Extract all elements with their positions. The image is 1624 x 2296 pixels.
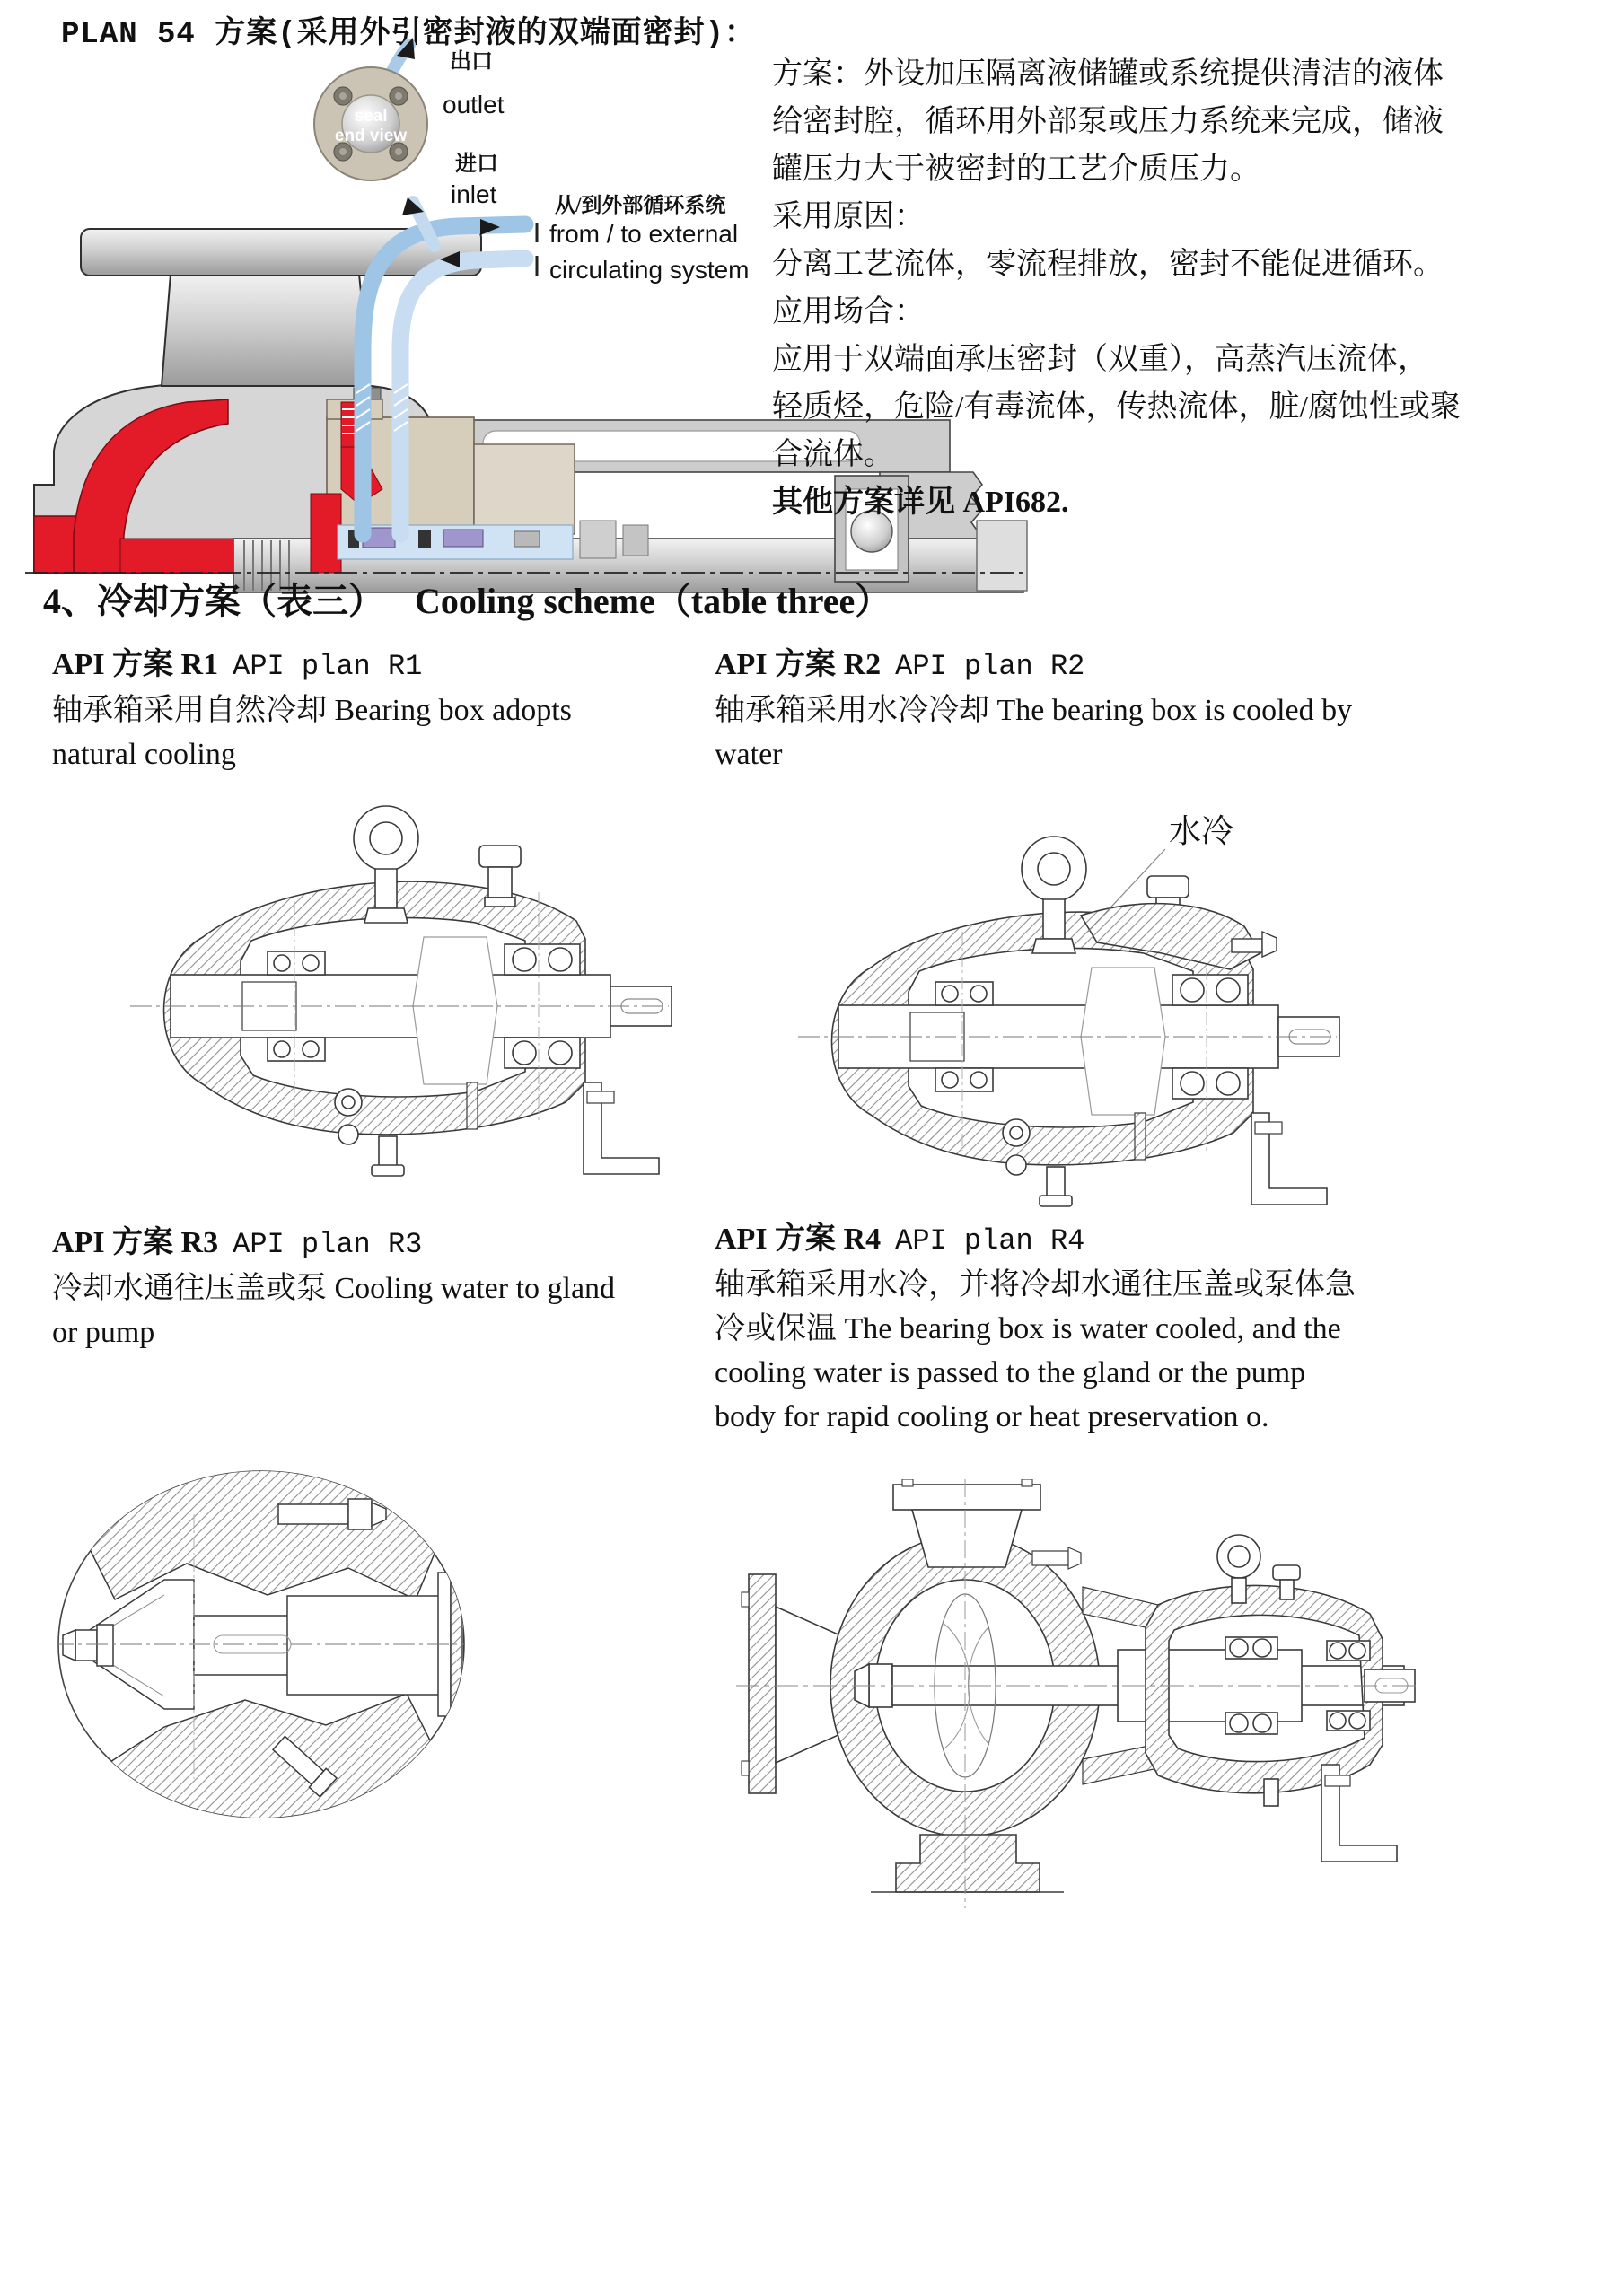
inlet-label-en: inlet bbox=[451, 180, 497, 208]
plan-r4-desc-line: body for rapid cooling or heat preservation o. bbox=[715, 1400, 1269, 1433]
section-heading-zh: 4、冷却方案（表三） bbox=[43, 581, 384, 621]
plan-r1-drawing bbox=[117, 786, 682, 1181]
plan-r3-desc-line: or pump bbox=[52, 1316, 155, 1349]
seal-end-view-label-line1: seal bbox=[354, 107, 388, 126]
plan-r3-desc-line: 冷却水通往压盖或泵 Cooling water to gland bbox=[52, 1272, 616, 1305]
desc-line: 分离工艺流体，零流程排放，密封不能促进循环。 bbox=[772, 248, 1444, 281]
plan-r4-desc-line: 冷或保温 The bearing box is water cooled, and the bbox=[715, 1312, 1341, 1345]
page-title: PLAN 54 方案(采用外引密封液的双端面密封)： bbox=[61, 18, 757, 52]
plan54-description bbox=[772, 50, 1598, 526]
seal-end-view-label-line2: end view bbox=[334, 127, 408, 145]
plan-r2-desc-line: water bbox=[715, 738, 783, 771]
plan-r4-drawing bbox=[736, 1479, 1418, 1946]
desc-line: 方案：外设加压隔离液储罐或系统提供清洁的液体 bbox=[772, 57, 1444, 91]
desc-line: 合流体。 bbox=[772, 438, 894, 471]
section-heading-en: Cooling scheme（table three） bbox=[415, 581, 891, 621]
outlet-label-zh: 出口 bbox=[450, 50, 493, 74]
plan-r2-title-en: API plan R2 bbox=[895, 650, 1085, 683]
plan-r4-text bbox=[715, 1217, 1424, 1439]
plan-r3-title-en: API plan R3 bbox=[233, 1228, 423, 1261]
plan-r4-title-en: API plan R4 bbox=[895, 1224, 1085, 1258]
desc-line: 罐压力大于被密封的工艺介质压力。 bbox=[772, 153, 1260, 186]
plan-r1-desc-line: 轴承箱采用自然冷却 Bearing box adopts bbox=[52, 694, 572, 727]
outlet-label-en: outlet bbox=[443, 91, 505, 118]
desc-line: 应用场合： bbox=[772, 295, 925, 329]
external-system-label-en1: from / to external bbox=[549, 220, 739, 248]
plan-r3-title-zh: API 方案 R3 bbox=[52, 1226, 219, 1259]
external-system-label-zh: 从/到外部循环系统 bbox=[555, 194, 726, 216]
seal-end-view bbox=[314, 38, 435, 246]
diagram-labels bbox=[443, 49, 750, 284]
desc-line: 轻质烃，危险/有毒流体，传热流体，脏/腐蚀性或聚 bbox=[772, 390, 1461, 424]
plan-r4-desc-line: 轴承箱采用水冷，并将冷却水通往压盖或泵体急 bbox=[715, 1268, 1356, 1301]
plan-r3-text bbox=[52, 1221, 698, 1354]
plan-r1-title-en: API plan R1 bbox=[233, 650, 423, 683]
plan-r1-desc-line: natural cooling bbox=[52, 738, 236, 771]
desc-line: 应用于双端面承压密封（双重），高蒸汽压流体， bbox=[772, 343, 1428, 376]
external-system-label-en2: circulating system bbox=[549, 256, 750, 284]
plan-r1-text bbox=[52, 643, 680, 776]
plan-r3-drawing bbox=[52, 1465, 470, 1851]
plan-r1-title-zh: API 方案 R1 bbox=[52, 648, 219, 681]
desc-line: 给密封腔，循环用外部泵或压力系统来完成，储液 bbox=[772, 105, 1444, 138]
plan-r2-drawing bbox=[777, 781, 1370, 1217]
plan-r2-title-zh: API 方案 R2 bbox=[715, 648, 882, 681]
plan-r2-text bbox=[715, 643, 1415, 776]
plan-r4-title-zh: API 方案 R4 bbox=[715, 1222, 882, 1256]
inlet-label-zh: 进口 bbox=[455, 153, 498, 176]
desc-note: 其他方案详见 API682. bbox=[772, 486, 1069, 519]
water-cooling-label: 水冷 bbox=[1169, 813, 1234, 849]
section-heading bbox=[43, 573, 891, 624]
desc-line: 采用原因： bbox=[772, 200, 925, 233]
plan-r4-desc-line: cooling water is passed to the gland or the pump bbox=[715, 1356, 1306, 1389]
plan-r2-desc-line: 轴承箱采用水冷冷却 The bearing box is cooled by bbox=[715, 694, 1353, 727]
